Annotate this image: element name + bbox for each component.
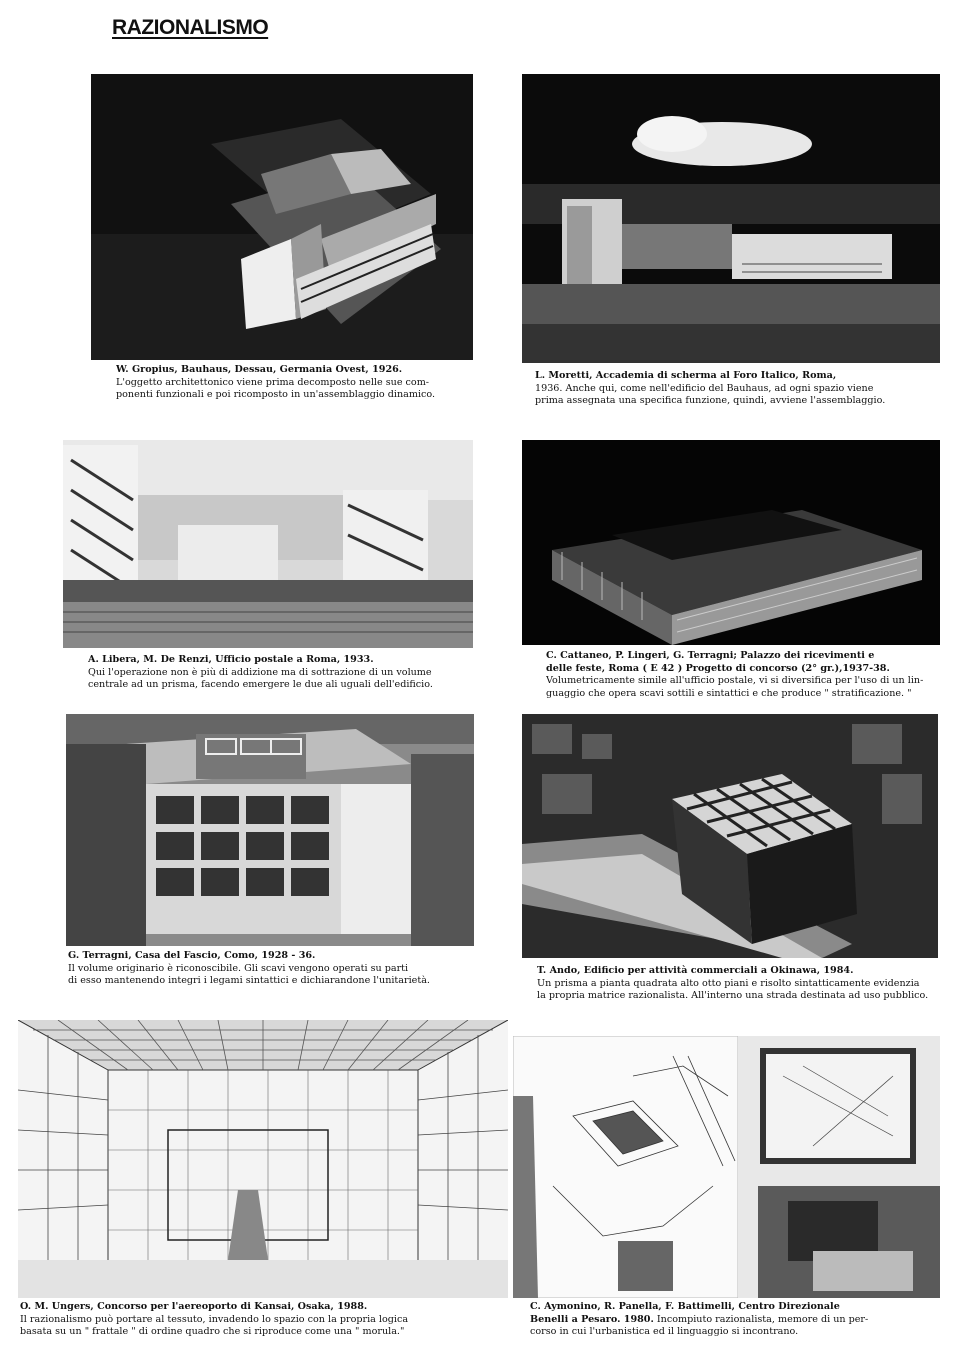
caption-line: centrale ad un prisma, facendo emergere le due ali uguali dell'edificio. [88,679,433,691]
caption-libera [88,654,468,692]
caption-line: 1936. Anche qui, come nell'edificio del Bauhaus, ad ogni spazio viene [535,382,874,394]
caption-heading: C. Cattaneo, P. Lingeri, G. Terragni; Palazzo dei ricevimenti e [546,650,875,661]
photo-ando-okinawa [522,714,938,958]
photo-bauhaus [91,74,473,360]
caption-heading: W. Gropius, Bauhaus, Dessau, Germania Ovest, 1926. [116,364,403,375]
caption-line: la propria matrice razionalista. All'interno una strada destinata ad uso pubblico. [537,990,929,1002]
page-title: RAZIONALISMO [112,16,269,39]
caption-ungers-kansai [20,1301,508,1339]
caption-heading: C. Aymonino, R. Panella, F. Battimelli, Centro Direzionale [530,1301,840,1312]
caption-line: Il volume originario è riconoscibile. Gli scavi vengono operati su parti [68,962,409,974]
caption-line-rest: Incompiuto razionalista, memore di un per- [653,1313,869,1325]
caption-heading: O. M. Ungers, Concorso per l'aereoporto di Kansai, Osaka, 1988. [20,1301,368,1312]
photo-ungers-kansai [18,1020,508,1298]
caption-line: Volumetricamente simile all'ufficio postale, vi si diversifica per l'uso di un lin- [546,675,924,687]
caption-cattaneo [546,650,938,700]
caption-line: Un prisma a pianta quadrata alto otto piani e risolto sintatticamente evidenzia [537,977,920,989]
caption-line: Il razionalismo può portare al tessuto, invadendo lo spazio con la propria logica [20,1313,409,1325]
caption-line: basata su un " frattale " di ordine quadro che si riproduce come una " morula." [20,1326,405,1338]
caption-line [530,1314,940,1327]
caption-line: Qui l'operazione non è più di addizione ma di sottrazione di un volume [88,666,432,678]
photo-moretti [522,74,940,363]
caption-heading: G. Terragni, Casa del Fascio, Como, 1928 - 36. [68,950,316,961]
caption-line: prima assegnata una specifica funzione, quindi, avviene l'assemblaggio. [535,395,886,407]
caption-casa-del-fascio [68,950,473,988]
photo-cattaneo [522,440,940,645]
caption-moretti [535,370,935,408]
caption-heading: T. Ando, Edificio per attività commerciali a Okinawa, 1984. [537,965,854,976]
caption-heading-cont: Benelli a Pesaro. 1980. [530,1313,654,1325]
caption-heading-cont: delle feste, Roma ( E 42 ) Progetto di concorso (2° gr.),1937-38. [546,662,890,674]
caption-line: L'oggetto architettonico viene prima decomposto nelle sue com- [116,376,430,388]
caption-line: corso in cui l'urbanistica ed il linguaggio si incontrano. [530,1326,799,1338]
caption-bauhaus [116,364,466,402]
caption-aymonino-pesaro [530,1301,940,1339]
caption-heading: A. Libera, M. De Renzi, Ufficio postale a Roma, 1933. [88,654,374,665]
photo-aymonino-pesaro [513,1036,940,1298]
photo-libera [63,440,473,648]
caption-line: di esso mantenendo integri i legami sintattici e dichiarandone l'unitarietà. [68,975,430,987]
photo-casa-del-fascio [66,714,474,946]
caption-line: ponenti funzionali e poi ricomposto in un'assemblaggio dinamico. [116,389,436,401]
caption-line: guaggio che opera scavi sottili e sintattici e che produce " stratificazione. " [546,687,912,699]
caption-heading: L. Moretti, Accademia di scherma al Foro Italico, Roma, [535,370,837,381]
caption-ando-okinawa [537,965,937,1003]
